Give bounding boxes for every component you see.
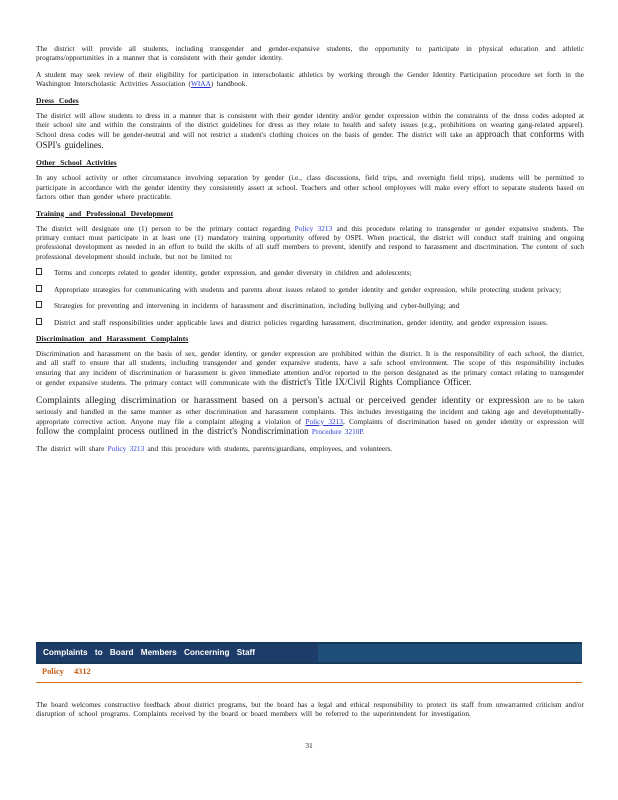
training-paragraph: The district will designate one (1) person to be the primary contact regarding Policy 3213 and this procedure relating to transgender or gender expansive students. The primary contact must participate in at least one (1) mandatory training opportunity offered by OSPI. When practical, the district will conduct staff training and ongoing professional development as needed in an effort to build the skills of all staff members to prevent, identify and respond to harassment and discrimination. The content of such professional development should include, but not be limited to: [36, 223, 584, 261]
policy-number: Policy 4312 [42, 667, 91, 676]
policy-number-bar [36, 662, 582, 683]
training-topics-list [36, 268, 584, 327]
wiaa-paragraph: A student may seek review of their eligibility for participation in interscholastic athletics by working through the Gender Identity Participation procedure set forth in the Washington Interscholastic Activities Association (WIAA) handbook. [36, 69, 584, 89]
procedure-3210p-link[interactable]: Procedure 3210P [311, 426, 363, 436]
list-item: Strategies for preventing and intervening in incidents of harassment and discrimination, including bullying and cyber-bullying; and [36, 301, 584, 310]
discrimination-heading: Discrimination and Harassment Complaints [36, 333, 189, 343]
policy-3213-link[interactable]: Policy 3213 [294, 223, 333, 233]
other-activities-heading: Other School Activities [36, 158, 117, 168]
dress-codes-heading: Dress Codes [36, 95, 79, 105]
discrimination-paragraph: Discrimination and harassment on the basis of sex, gender identity, or gender expression are prohibited within the district. It is the responsibility of each school, the district, and all staff to ensure that all students, including transgender and gender expansive students, have a safe school environment. The scope of this responsibility includes ensuring that any incident of discrimination or harassment is given immediate attention and/or reported to the person designated as the primary contact relating to transgender or gender expansive students. The primary contact will communicate with the district's Title IX/Civil Rights Compliance Officer. [36, 348, 584, 388]
other-activities-paragraph: In any school activity or other circumstance involving separation by gender (i.e., class discussions, field trips, and overnight field trips), students will be permitted to participate in accordance with the gender identity they consistently assert at school. Teachers and other school employees will make every effort to separate students based on factors other than gender where practicable. [36, 173, 584, 202]
section-title: Complaints to Board Members Concerning Staff [36, 644, 318, 662]
dress-codes-paragraph: The district will allow students to dress in a manner that is consistent with their gender identity and/or gender expression within the constraints of the dress codes adopted at their school site and within the constraints of the district guidelines for dress as they relate to health and safety issues (e.g., prohibitions on wearing gang-related apparel). School dress codes will be gender-neutral and will not restrict a student's clothing choices on the basis of gender. The district will take an approach that conforms with OSPI's guidelines. [36, 110, 584, 151]
document-body [36, 44, 584, 453]
list-item: Appropriate strategies for communicating with students and parents about issues related to gender identity and gender expression, while protecting student privacy; [36, 285, 584, 294]
bullet-box-icon [36, 318, 42, 325]
bullet-box-icon [36, 301, 42, 308]
athletics-paragraph: The district will provide all students, including transgender and gender-expansive students, the opportunity to participate in physical education and athletic programs/opportunities in a manner that is consistent with their gender identity. [36, 44, 584, 63]
bullet-box-icon [36, 268, 42, 275]
policy-3213-link[interactable]: Policy 3213 [305, 416, 343, 426]
board-complaints-section [36, 700, 584, 719]
complaints-paragraph: Complaints alleging discrimination or harassment based on a person's actual or perceived gender identity or expression are to be taken seriously and handled in the same manner as other discrimination and harassment complaints. This includes investigating the incident and taking age and developmentally-appropriate corrective action. Anyone may file a complaint alleging a violation of Policy 3213, Complaints of discrimination based on gender identity or expression will follow the complaint process outlined in the district's Nondiscrimination Procedure 3210P. [36, 395, 585, 436]
training-heading: Training and Professional Development [36, 208, 174, 218]
list-item: Terms and concepts related to gender identity, gender expression, and gender diversity in children and adolescents; [36, 268, 584, 277]
policy-3213-link[interactable]: Policy 3213 [107, 443, 145, 453]
bullet-box-icon [36, 285, 42, 292]
section-title-bar [36, 642, 582, 664]
page-number: 31 [305, 741, 313, 750]
list-item: District and staff responsibilities under applicable laws and district policies regarding harassment, discrimination, gender identity, and gender expression issues. [36, 318, 584, 327]
share-paragraph: The district will share Policy 3213 and this procedure with students, parents/guardians, employees, and volunteers. [36, 443, 393, 453]
wiaa-link[interactable]: WIAA [190, 79, 211, 89]
board-complaints-paragraph: The board welcomes constructive feedback about district programs, but the board has a legal and ethical responsibility to protect its staff from unwarranted criticism and/or disruption of school programs. Complaints received by the board or board members will be referred to the superintendent for investigation. [36, 700, 584, 719]
